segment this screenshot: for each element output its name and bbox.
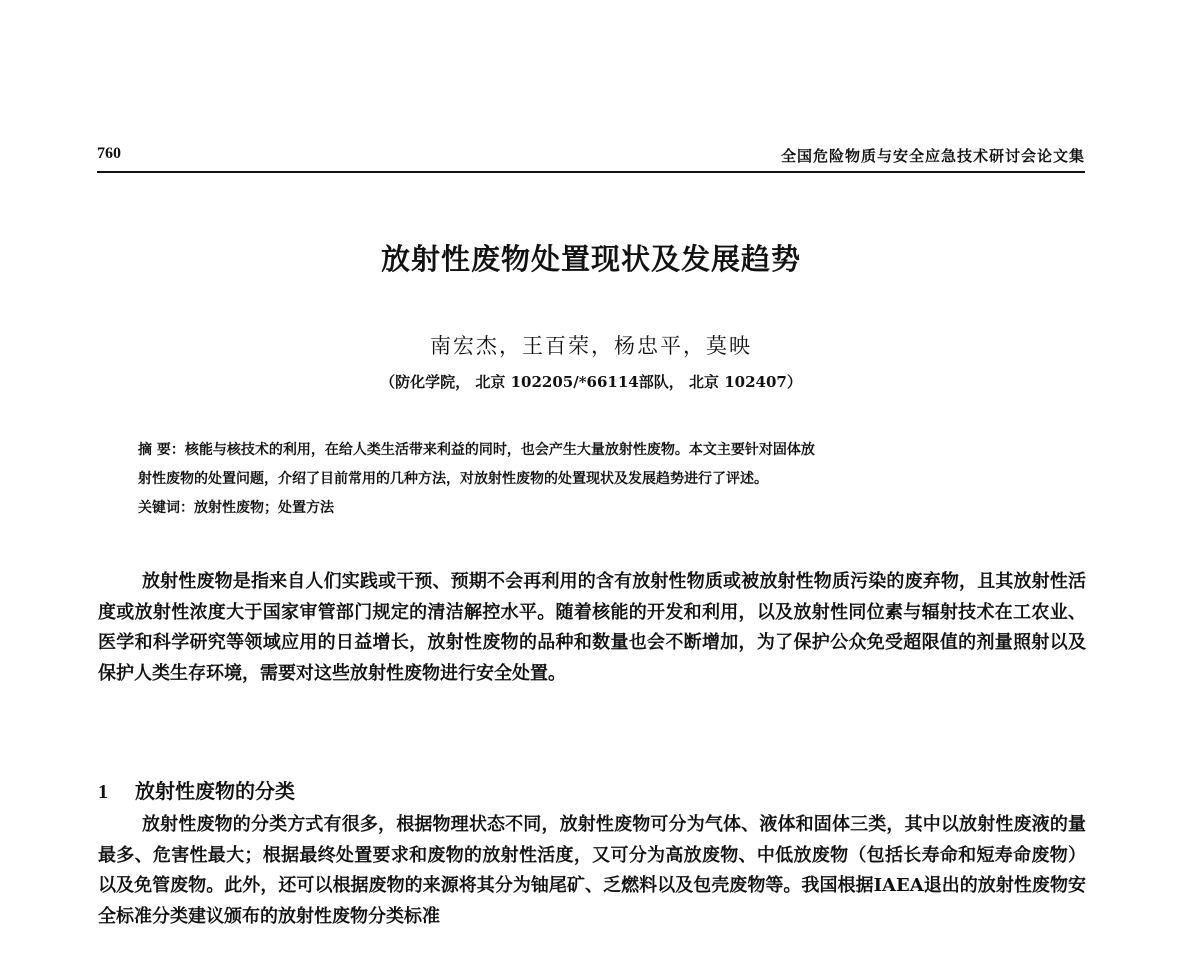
- page-number: 760: [97, 145, 121, 162]
- intro-paragraph: 放射性废物是指来自人们实践或干预、预期不会再利用的含有放射性物质或被放射性物质污染的废弃物，且其放射性活度或放射性浓度大于国家审管部门规定的清洁解控水平。随着核能的开发和利用，以及放射性同位素与辐射技术在工农业、医学和科学研究等领域应用的日益增长，放射性废物的品种和数量也会不断增加，为了保护公众免受超限值的剂量照射以及保护人类生存环境，需要对这些放射性废物进行安全处置。: [98, 571, 1086, 684]
- paper-title: 放射性废物处置现状及发展趋势: [380, 242, 801, 276]
- abstract-text-1: 核能与核技术的利用，在给人类生活带来利益的同时，也会产生大量放射性废物。本文主要针对固体放: [184, 442, 815, 458]
- abstract-line-2: 射性废物的处置问题，介绍了目前常用的几种方法，对放射性废物的处置现状及发展趋势进行了评述。: [138, 471, 768, 487]
- section-heading: [98, 775, 295, 804]
- author-list: 南宏杰，王百荣，杨忠平，莫映: [430, 334, 752, 358]
- section-number: 1: [98, 781, 108, 803]
- abstract-block: [138, 436, 1058, 523]
- affiliation: （防化学院， 北京 102205/*66114部队， 北京 102407）: [380, 373, 802, 391]
- running-header: [97, 143, 1085, 173]
- keywords-label: 关键词：: [138, 500, 194, 516]
- keywords-line: [138, 494, 1058, 523]
- section-paragraph: 放射性废物的分类方式有很多，根据物理状态不同，放射性废物可分为气体、液体和固体三类，其中以放射性废液的量最多、危害性最大；根据最终处置要求和废物的放射性活度，又可分为高放废物、中低放废物（包括长寿命和短寿命废物）以及免管废物。此外，还可以根据废物的来源将其分为铀尾矿、乏燃料以及包壳废物等。我国根据IAEA退出的放射性废物安全标准分类建议颁布的放射性废物分类标准: [98, 814, 1086, 927]
- abstract-label: 摘 要：: [138, 442, 185, 458]
- abstract-line-1: [138, 436, 1058, 465]
- section-title: 放射性废物的分类: [135, 779, 295, 803]
- keywords-text: 放射性废物；处置方法: [194, 500, 334, 516]
- cut-off-text-line: [98, 944, 1086, 954]
- running-title: 全国危险物质与安全应急技术研讨会论文集: [780, 147, 1085, 165]
